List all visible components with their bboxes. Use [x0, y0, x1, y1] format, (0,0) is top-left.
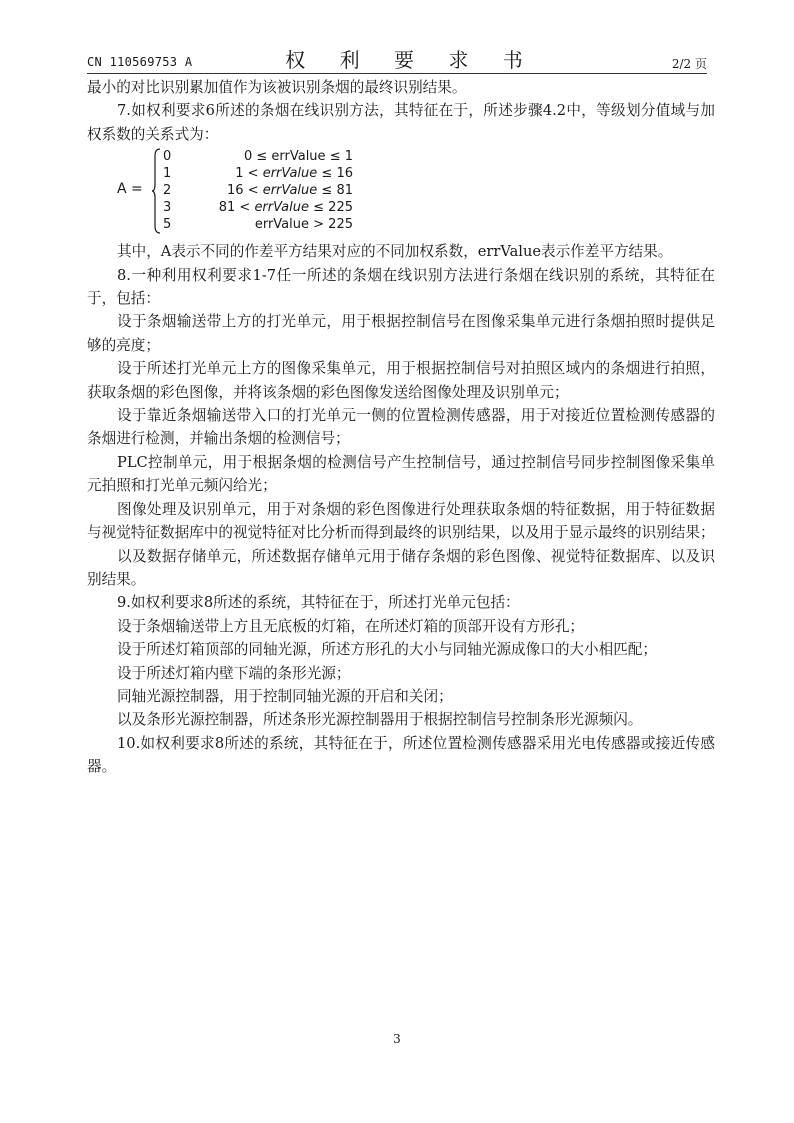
claim-8-item: 设于条烟输送带上方的打光单元，用于根据控制信号在图像采集单元进行条烟拍照时提供足够的亮度； — [87, 313, 715, 354]
formula-explanation: 其中，A表示不同的作差平方结果对应的不同加权系数，errValue表示作差平方结果。 — [117, 243, 673, 261]
claim-8-item: 以及数据存储单元，所述数据存储单元用于储存条烟的彩色图像、视觉特征数据库、以及识别结果。 — [87, 547, 715, 588]
formula-condition: 0 ≤ errValue ≤ 1 — [243, 149, 353, 165]
claim-9-item: 以及条形光源控制器，所述条形光源控制器用于根据控制信号控制条形光源频闪。 — [117, 711, 643, 729]
document-title: 权 利 要 求 书 — [285, 48, 537, 72]
formula-weight: 3 — [163, 200, 172, 216]
weight-formula — [87, 148, 715, 240]
document-id: CN 110569753 A — [87, 55, 193, 69]
claims-body — [87, 76, 715, 779]
formula-weight: 0 — [163, 149, 172, 165]
header-divider — [87, 73, 707, 74]
formula-lhs: A = — [117, 181, 143, 198]
claim-10: 10.如权利要求8所述的系统，其特征在于，所述位置检测传感器采用光电传感器或接近传感器。 — [87, 734, 715, 776]
claim-8-item: 设于靠近条烟输送带入口的打光单元一侧的位置检测传感器，用于对接近位置检测传感器的条烟进行检测，并输出条烟的检测信号； — [87, 407, 715, 448]
formula-condition: 81 < errValue ≤ 225 — [218, 200, 353, 216]
claim-9-item: 设于所述灯箱内壁下端的条形光源； — [117, 664, 351, 682]
claim-7: 7.如权利要求6所述的条烟在线识别方法，其特征在于，所述步骤4.2中，等级划分值域与加权系数的关系式为： — [87, 102, 715, 143]
claim-9-item: 设于所述灯箱顶部的同轴光源，所述方形孔的大小与同轴光源成像口的大小相匹配； — [117, 641, 657, 659]
page-number: 3 — [393, 1032, 401, 1046]
formula-weight: 1 — [163, 166, 172, 182]
claim-8: 8.一种利用权利要求1-7任一所述的条烟在线识别方法进行条烟在线识别的系统，其特征在于，包括： — [87, 266, 715, 308]
claim-6-continuation: 最小的对比识别累加值作为该被识别条烟的最终识别结果。 — [87, 79, 467, 96]
formula-condition: 16 < errValue ≤ 81 — [227, 183, 353, 199]
formula-weight: 5 — [163, 217, 172, 233]
claim-9-item: 同轴光源控制器，用于控制同轴光源的开启和关闭； — [117, 687, 453, 705]
claim-9-item: 设于条烟输送带上方且无底板的灯箱，在所述灯箱的顶部开设有方形孔； — [117, 617, 585, 635]
claim-8-item: 设于所述打光单元上方的图像采集单元，用于根据控制信号对拍照区域内的条烟进行拍照，获取条烟的彩色图像，并将该条烟的彩色图像发送给图像处理及识别单元； — [87, 360, 715, 401]
formula-condition: errValue > 225 — [254, 217, 353, 233]
page-header — [87, 44, 707, 72]
page-indicator: 2/2 页 — [671, 57, 707, 71]
formula-weight: 2 — [163, 183, 172, 199]
formula-brace — [151, 148, 161, 234]
formula-condition: 1 < errValue ≤ 16 — [235, 166, 353, 182]
claim-9: 9.如权利要求8所述的系统，其特征在于，所述打光单元包括： — [117, 594, 520, 612]
claim-8-item: PLC控制单元，用于根据条烟的检测信号产生控制信号，通过控制信号同步控制图像采集单元拍照和打光单元频闪给光； — [87, 453, 715, 495]
claim-8-item: 图像处理及识别单元，用于对条烟的彩色图像进行处理获取条烟的特征数据，用于特征数据与视觉特征数据库中的视觉特征对比分析而得到最终的识别结果，以及用于显示最终的识别结果； — [87, 500, 715, 542]
